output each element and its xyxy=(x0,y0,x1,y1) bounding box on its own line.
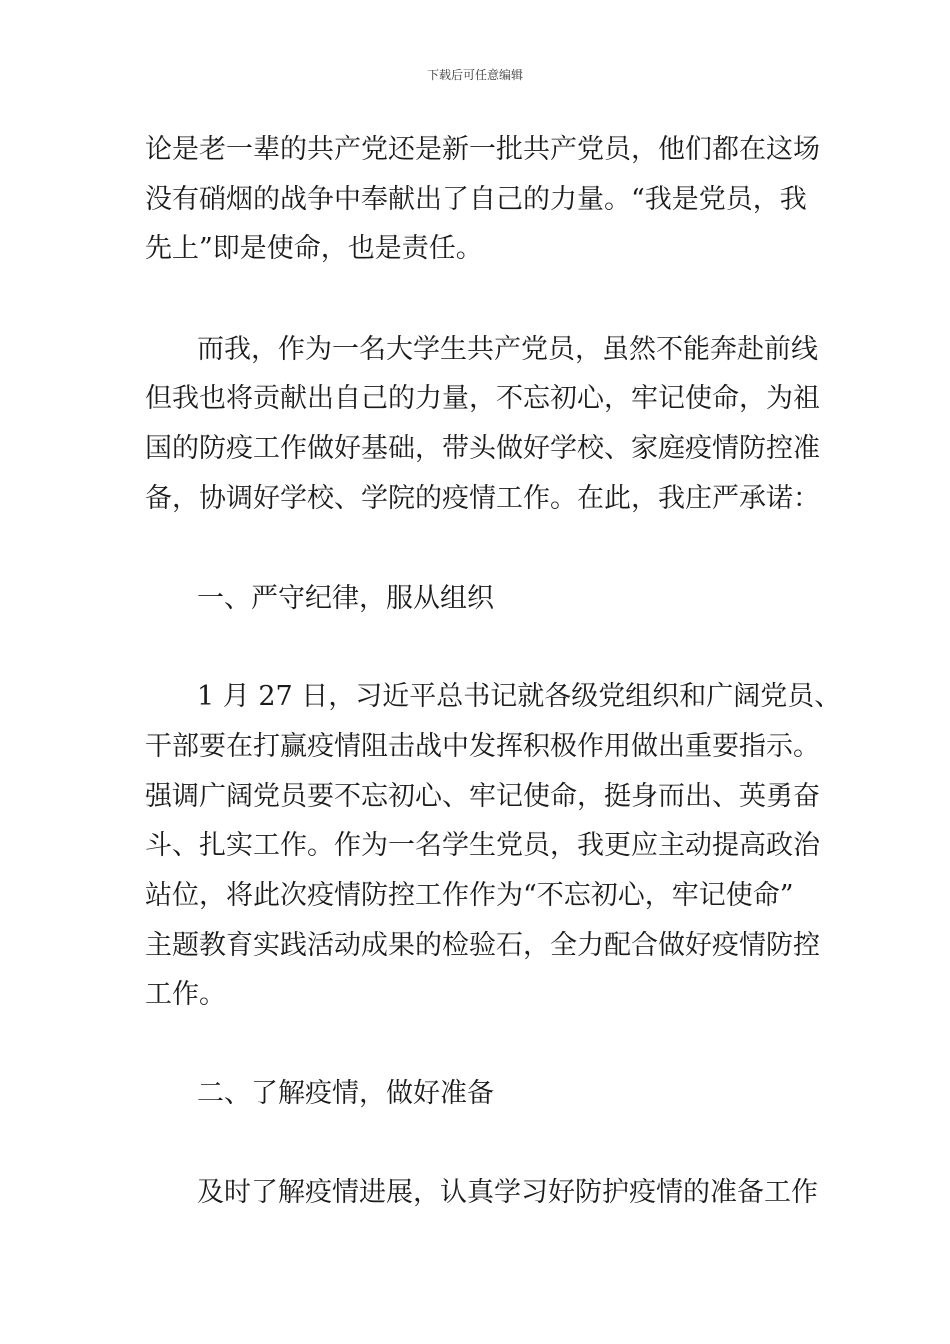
text-line: 备，协调好学校、学院的疫情工作。在此，我庄严承诺： xyxy=(145,483,820,514)
text-line: 强调广阔党员要不忘初心、牢记使命，挺身而出、英勇奋 xyxy=(145,781,820,812)
text-line: 工作。 xyxy=(145,979,226,1010)
text-line: 干部要在打赢疫情阻击战中发挥积极作用做出重要指示。 xyxy=(145,731,820,762)
text-line: 但我也将贡献出自己的力量，不忘初心，牢记使命，为祖 xyxy=(145,383,820,414)
page-header: 下载后可任意编辑 xyxy=(426,68,523,82)
text-line: 主题教育实践活动成果的检验石，全力配合做好疫情防控 xyxy=(145,930,820,961)
text-line: 先上”即是使命，也是责任。 xyxy=(145,233,483,264)
text-line: 而我，作为一名大学生共产党员，虽然不能奔赴前线 xyxy=(197,334,818,365)
text-line: 没有硝烟的战争中奉献出了自己的力量。“我是党员，我 xyxy=(145,184,807,215)
text-line: 1 月 27 日，习近平总书记就各级党组织和广阔党员、 xyxy=(197,681,842,712)
text-line: 站位，将此次疫情防控工作作为“不忘初心，牢记使命” xyxy=(145,880,794,911)
text-line: 斗、扎实工作。作为一名学生党员，我更应主动提高政治 xyxy=(145,830,820,861)
section-heading-2: 二、了解疫情，做好准备 xyxy=(197,1078,494,1109)
text-line: 及时了解疫情进展，认真学习好防护疫情的准备工作 xyxy=(197,1177,818,1208)
text-line: 国的防疫工作做好基础，带头做好学校、家庭疫情防控准 xyxy=(145,433,820,464)
text-line: 论是老一辈的共产党还是新一批共产党员，他们都在这场 xyxy=(145,134,820,165)
section-heading-1: 一、严守纪律，服从组织 xyxy=(197,583,494,614)
